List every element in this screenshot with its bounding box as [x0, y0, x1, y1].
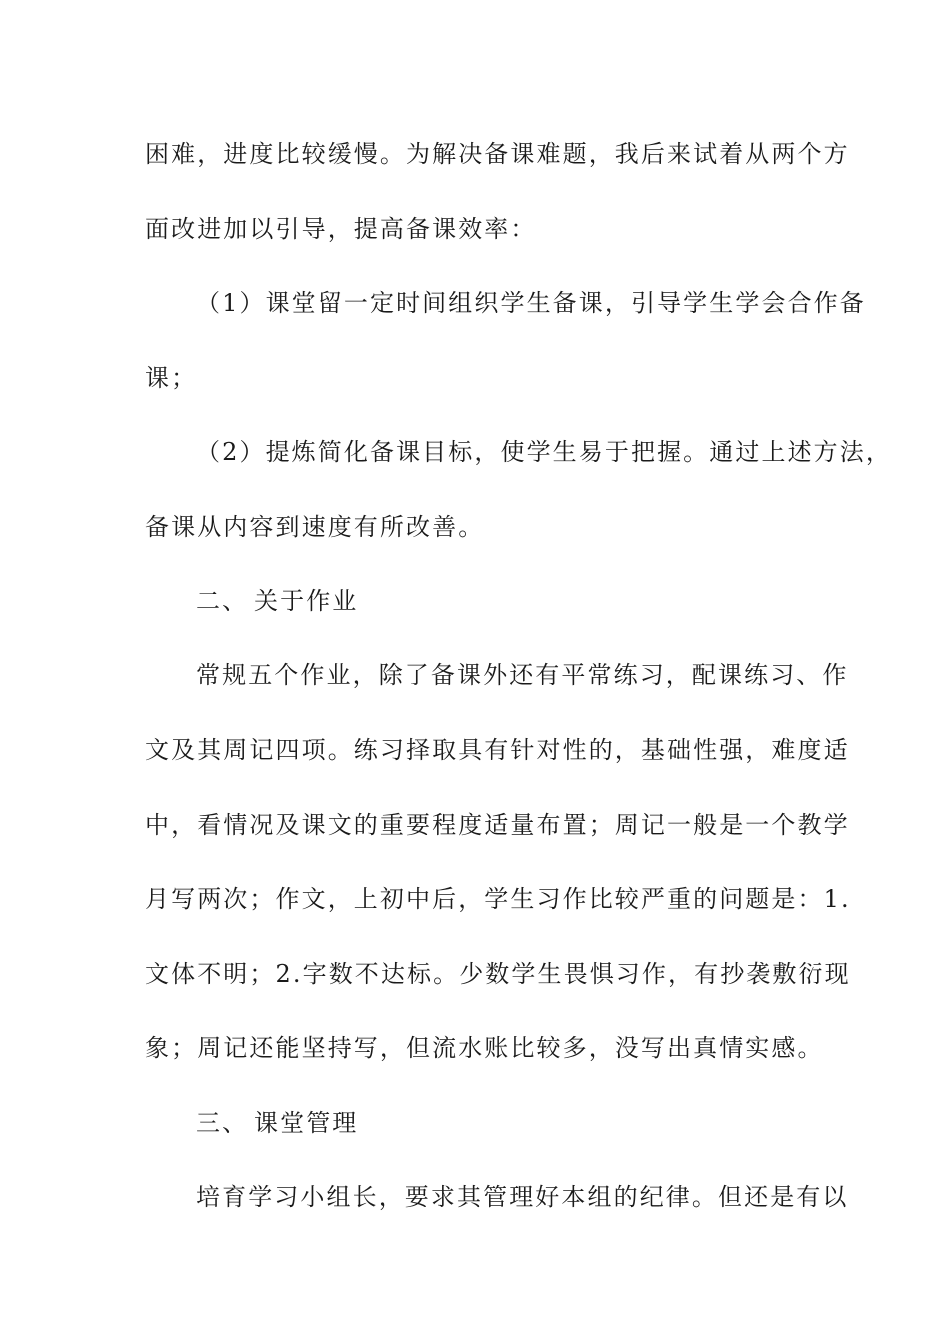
paragraph-line: 常规五个作业，除了备课外还有平常练习，配课练习、作: [196, 661, 849, 689]
paragraph-line: 月写两次；作文，上初中后，学生习作比较严重的问题是：1.: [145, 885, 851, 913]
paragraph-line: 困难，进度比较缓慢。为解决备课难题，我后来试着从两个方: [145, 140, 850, 168]
list-item-2-line: （2）提炼简化备课目标，使学生易于把握。通过上述方法，: [196, 438, 892, 466]
paragraph-line: 象；周记还能坚持写，但流水账比较多，没写出真情实感。: [145, 1034, 824, 1062]
list-item-1-line: 课；: [145, 364, 198, 392]
section-title: 课堂管理: [254, 1109, 359, 1137]
section-heading-3: [196, 1108, 358, 1138]
section-title: 关于作业: [254, 587, 359, 615]
paragraph-line: 中，看情况及课文的重要程度适量布置；周记一般是一个教学: [145, 811, 850, 839]
list-item-2-line: 备课从内容到速度有所改善。: [145, 513, 485, 541]
section-number: 三、: [196, 1109, 249, 1137]
paragraph-line: 文及其周记四项。练习择取具有针对性的，基础性强，难度适: [145, 736, 850, 764]
paragraph-line: 培育学习小组长，要求其管理好本组的纪律。但还是有以: [196, 1183, 849, 1211]
paragraph-line: 文体不明；2.字数不达标。少数学生畏惧习作，有抄袭敷衍现: [145, 960, 851, 988]
list-item-1-line: （1）课堂留一定时间组织学生备课，引导学生学会合作备: [196, 289, 866, 317]
section-number: 二、: [196, 587, 249, 615]
paragraph-line: 面改进加以引导，提高备课效率：: [145, 215, 537, 243]
section-heading-2: [196, 586, 358, 616]
